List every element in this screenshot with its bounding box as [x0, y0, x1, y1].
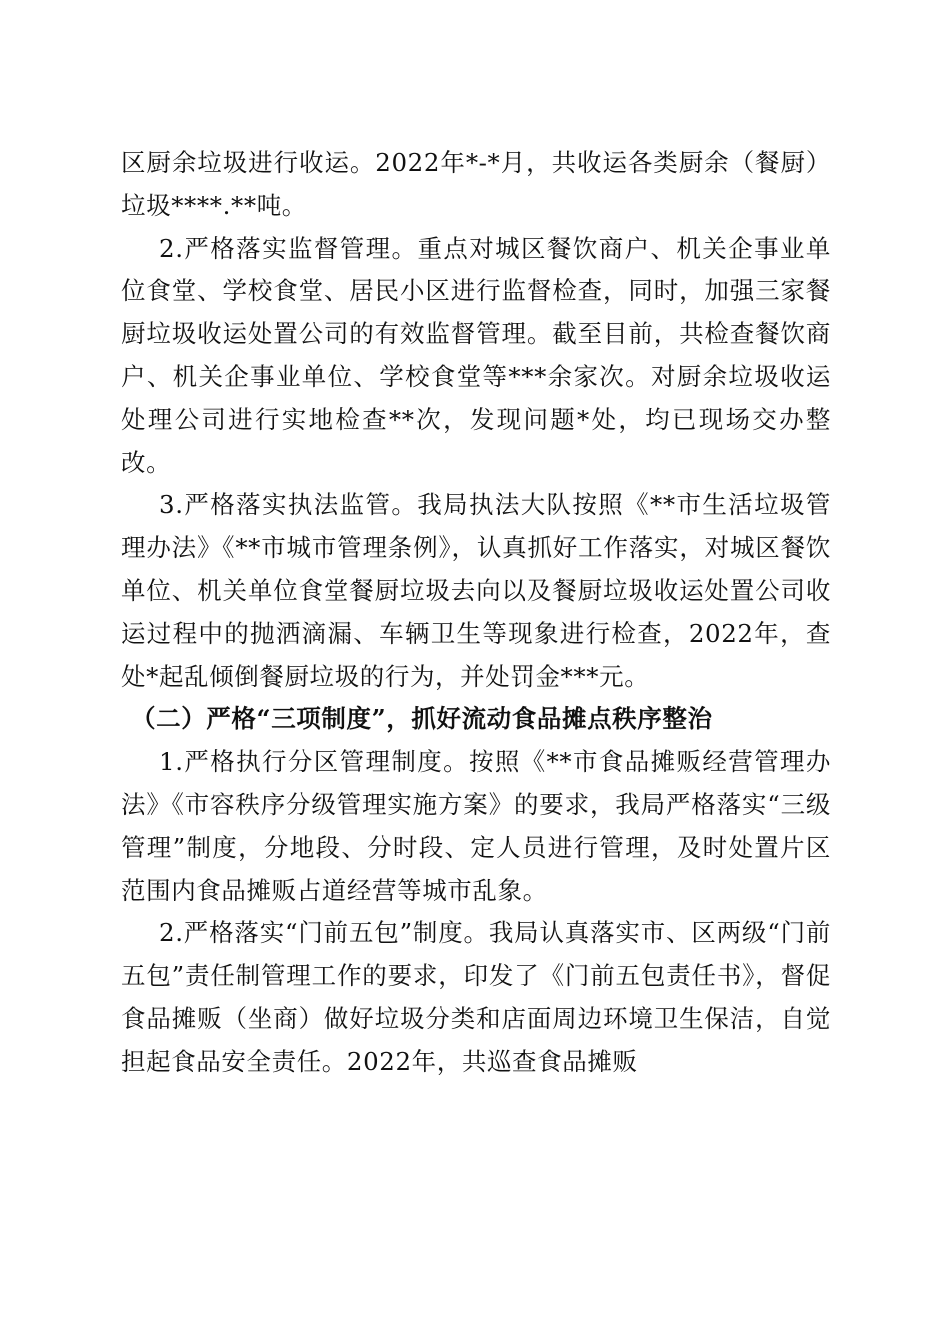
document-body [121, 142, 831, 1084]
paragraph-continuation: 区厨余垃圾进行收运。2022年*-*月，共收运各类厨余（餐厨）垃圾****.**吨。 [121, 148, 831, 220]
section-heading: （二）严格“三项制度”，抓好流动食品摊点秩序整治 [131, 704, 713, 734]
paragraph-enforcement: 3.严格落实执法监管。我局执法大队按照《**市生活垃圾管理办法》《**市城市管理条例》，认真抓好工作落实，对城区餐饮单位、机关单位食堂餐厨垃圾去向以及餐厨垃圾收运处置公司收运过程中的抛洒滴漏、车辆卫生等现象进行检查，2022年，查处*起乱倾倒餐厨垃圾的行为，并处罚金***元。 [121, 490, 831, 691]
paragraph-supervision: 2.严格落实监督管理。重点对城区餐饮商户、机关企事业单位食堂、学校食堂、居民小区进行监督检查，同时，加强三家餐厨垃圾收运处置公司的有效监督管理。截至目前，共检查餐饮商户、机关企事业单位、学校食堂等***余家次。对厨余垃圾收运处理公司进行实地检查**次，发现问题*处，均已现场交办整改。 [121, 233, 831, 477]
paragraph-zoning: 1.严格执行分区管理制度。按照《**市食品摊贩经营管理办法》《市容秩序分级管理实施方案》的要求，我局严格落实“三级管理”制度，分地段、分时段、定人员进行管理，及时处置片区范围内食品摊贩占道经营等城市乱象。 [121, 747, 831, 905]
paragraph-five-responsibilities: 2.严格落实“门前五包”制度。我局认真落实市、区两级“门前五包”责任制管理工作的要求，印发了《门前五包责任书》，督促食品摊贩（坐商）做好垃圾分类和店面周边环境卫生保洁，自觉担起食品安全责任。2022年，共巡查食品摊贩 [121, 918, 832, 1076]
